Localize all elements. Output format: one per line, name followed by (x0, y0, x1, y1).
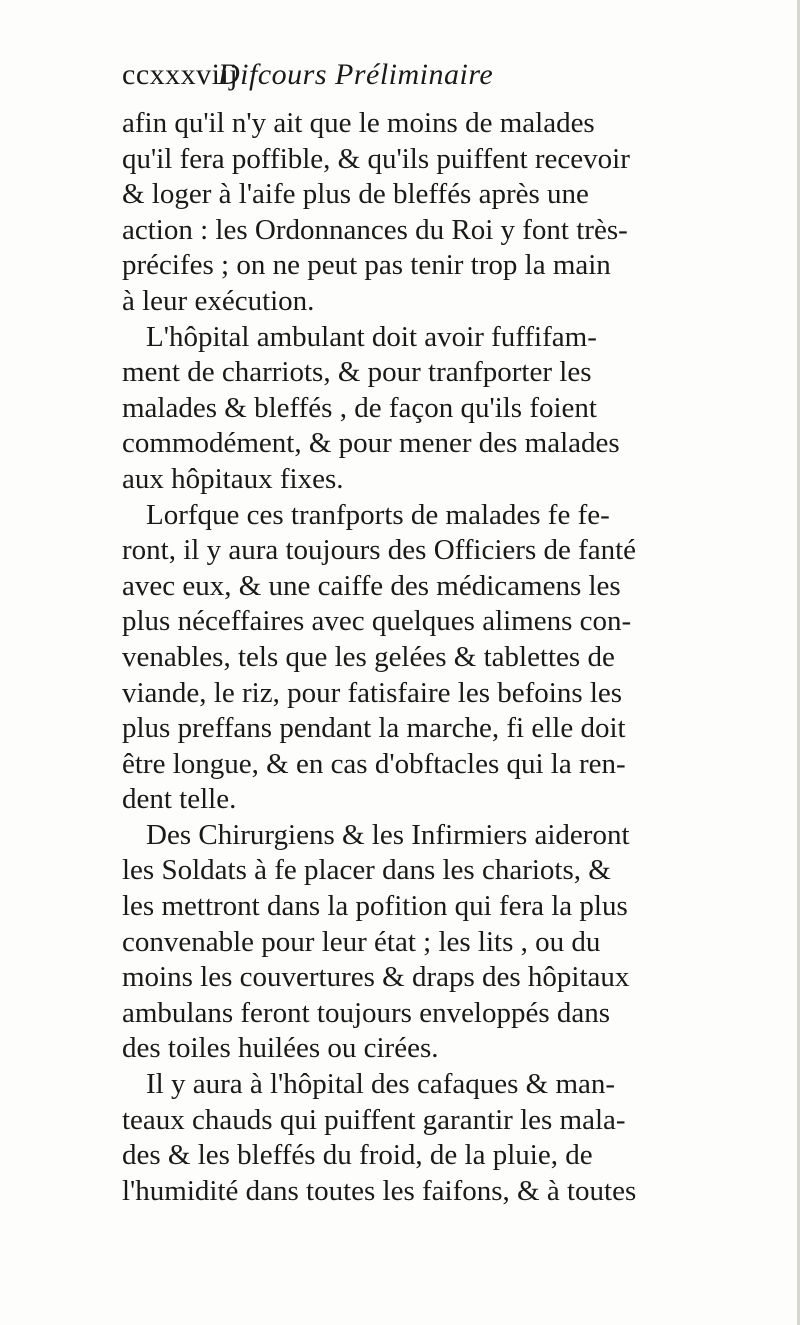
text-line: Lorfque ces tranfports de malades fe fe- (146, 498, 610, 531)
text-line: plus néceffaires avec quelques alimens con- (122, 605, 632, 638)
text-line: à leur exécution. (122, 284, 315, 317)
text-line: des & les bleffés du froid, de la pluie, de (122, 1139, 593, 1172)
text-line: action : les Ordonnances du Roi y font très- (122, 213, 628, 246)
text-line: qu'il fera poffible, & qu'ils puiffent recevoir (122, 142, 630, 175)
text-line: précifes ; on ne peut pas tenir trop la main (122, 249, 611, 282)
text-line: dent telle. (122, 783, 237, 816)
text-line: les mettront dans la pofition qui fera la plus (122, 890, 628, 923)
body-text (122, 106, 742, 1209)
text-line: l'humidité dans toutes les faifons, & à toutes (122, 1174, 637, 1207)
text-line: viande, le riz, pour fatisfaire les befoins les (122, 676, 623, 709)
text-line: être longue, & en cas d'obftacles qui la ren- (122, 747, 626, 780)
text-line: convenable pour leur état ; les lits , ou du (122, 925, 601, 958)
text-line: avec eux, & une caiffe des médicamens les (122, 569, 621, 602)
text-line: teaux chauds qui puiffent garantir les mala- (122, 1103, 626, 1136)
text-line: Des Chirurgiens & les Infirmiers aideront (146, 818, 630, 851)
text-line: ambulans feront toujours enveloppés dans (122, 996, 611, 1029)
text-line: venables, tels que les gelées & tablettes de (122, 640, 615, 673)
text-line: ment de charriots, & pour tranfporter les (122, 356, 592, 389)
text-line: plus preffans pendant la marche, fi elle doit (122, 712, 626, 745)
text-line: les Soldats à fe placer dans les chariots, & (122, 854, 611, 887)
running-title: Difcours Préliminaire (218, 58, 494, 91)
text-line: moins les couvertures & draps des hôpitaux (122, 961, 630, 994)
text-line: afin qu'il n'y ait que le moins de malades (122, 107, 595, 139)
text-line: malades & bleffés , de façon qu'ils foient (122, 391, 597, 424)
text-line: des toiles huilées ou cirées. (122, 1032, 439, 1065)
text-line: L'hôpital ambulant doit avoir fuffifam- (146, 320, 597, 353)
text-line: aux hôpitaux fixes. (122, 462, 344, 495)
text-line: commodément, & pour mener des malades (122, 427, 620, 460)
text-line: & loger à l'aife plus de bleffés après une (122, 178, 589, 211)
page-number: ccxxxviij (122, 58, 239, 91)
text-line: Il y aura à l'hôpital des cafaques & man- (146, 1068, 616, 1101)
page-header (122, 58, 732, 98)
text-line: ront, il y aura toujours des Officiers de fanté (122, 534, 637, 567)
